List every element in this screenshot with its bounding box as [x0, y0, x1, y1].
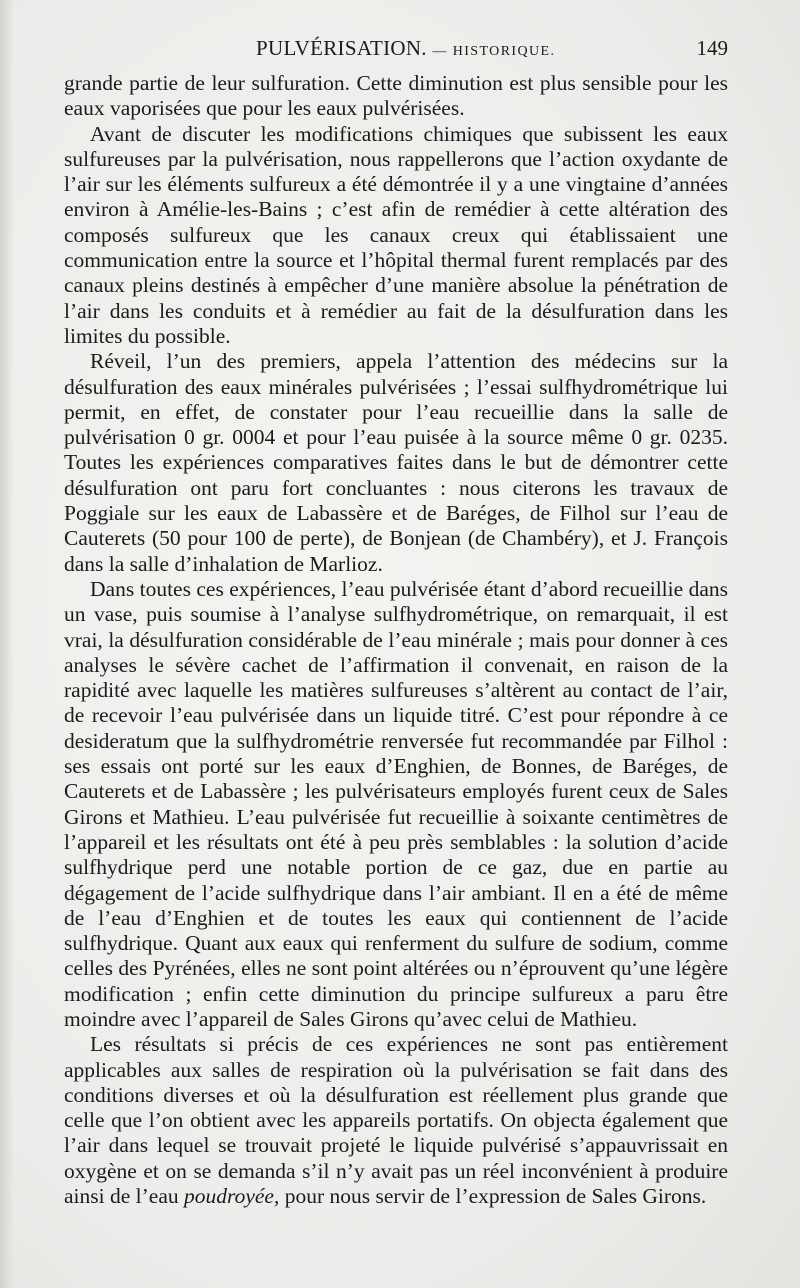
- paragraph-experiences: Dans toutes ces expériences, l’eau pulvérisée étant d’abord recueillie dans un vase, puis soumise à l’analyse sulfhydrométrique, on remarquait, il est vrai, la désulfuration considérable de l’eau minérale ; mais pour donner à ces analyses le sévère cachet de l’affirmation il convenait, en raison de la rapidité avec laquelle les matières sulfureuses s’altèrent au contact de l’air, de recevoir l’eau pulvérisée dans un liquide titré. C’est pour répondre à ce desideratum que la sulfhydrométrie renversée fut recommandée par Filhol : ses essais ont porté sur les eaux d’Enghien, de Bonnes, de Baréges, de Cauterets et de Labassère ; les pulvérisateurs employés furent ceux de Sales Girons et Mathieu. L’eau pulvérisée fut recueillie à soixante centimètres de l’appareil et les résultats ont été à peu près semblables : la solution d’acide sulfhydrique perd une notable portion de ce gaz, due en partie au dégagement de l’acide sulfhydrique dans l’air ambiant. Il en a été de même de l’eau d’Enghien et de toutes les eaux qui contiennent de l’acide sulfhydrique. Quant aux eaux qui renferment du sulfure de sodium, comme celles des Pyrénées, elles ne sont point altérées ou n’éprouvent qu’une légère modification ; enfin cette diminution du principe sulfureux a paru être moindre avec l’appareil de Sales Girons qu’avec celui de Mathieu.: [64, 576, 728, 1031]
- binding-shadow: [0, 0, 14, 1288]
- italic-term: poudroyée: [184, 1184, 274, 1209]
- running-head-subtitle: — HISTORIQUE.: [432, 44, 556, 59]
- paragraph-continuation: grande partie de leur sulfuration. Cette diminution est plus sensible pour les eaux vaporisées que pour les eaux pulvérisées.: [64, 71, 728, 121]
- running-head-title: PULVÉRISATION. — HISTORIQUE.: [256, 36, 556, 60]
- paragraph-reveil: Réveil, l’un des premiers, appela l’attention des médecins sur la désulfuration des eaux minérales pulvérisées ; l’essai sulfhydrométrique lui permit, en effet, de constater pour l’eau recueillie dans la salle de pulvérisation 0 gr. 0004 et pour l’eau puisée à la source même 0 gr. 0235. Toutes les expériences comparatives faites dans le but de démontrer cette désulfuration ont paru fort concluantes : nous citerons les travaux de Poggiale sur les eaux de Labassère et de Baréges, de Filhol sur l’eau de Cauterets (50 pour 100 de perte), de Bonjean (de Chambéry), et J. François dans la salle d’inhalation de Marlioz.: [64, 349, 728, 576]
- paragraph-resultats: Les résultats si précis de ces expériences ne sont pas entièrement applicables aux salles de respiration où la pulvérisation se fait dans des conditions diverses et où la désulfuration est réellement plus grande que celle que l’on obtient avec les appareils portatifs. On objecta également que l’air dans lequel se trouvait projeté le liquide pulvérisé s’appauvrissait en oxygène et on se demanda s’il n’y avait pas un réel inconvénient à produire ainsi de l’eau poudroyée, pour nous servir de l’expression de Sales Girons.: [64, 1032, 728, 1209]
- paragraph-amelie-les-bains: Avant de discuter les modifications chimiques que subissent les eaux sulfureuses par la pulvérisation, nous rappellerons que l’action oxydante de l’air sur les éléments sulfureux a été démontrée il y a une vingtaine d’années environ à Amélie-les-Bains ; c’est afin de remédier à cette altération des composés sulfureux que les canaux creux qui établissaient une communication entre la source et l’hôpital thermal furent remplacés par des canaux pleins destinés à empêcher d’une manière absolue la pénétration de l’air dans les conduits et à remédier au fait de la désulfuration dans les limites du possible.: [64, 121, 728, 348]
- page-number: 149: [696, 36, 728, 60]
- running-head: [64, 36, 728, 66]
- body-text: [64, 71, 728, 1209]
